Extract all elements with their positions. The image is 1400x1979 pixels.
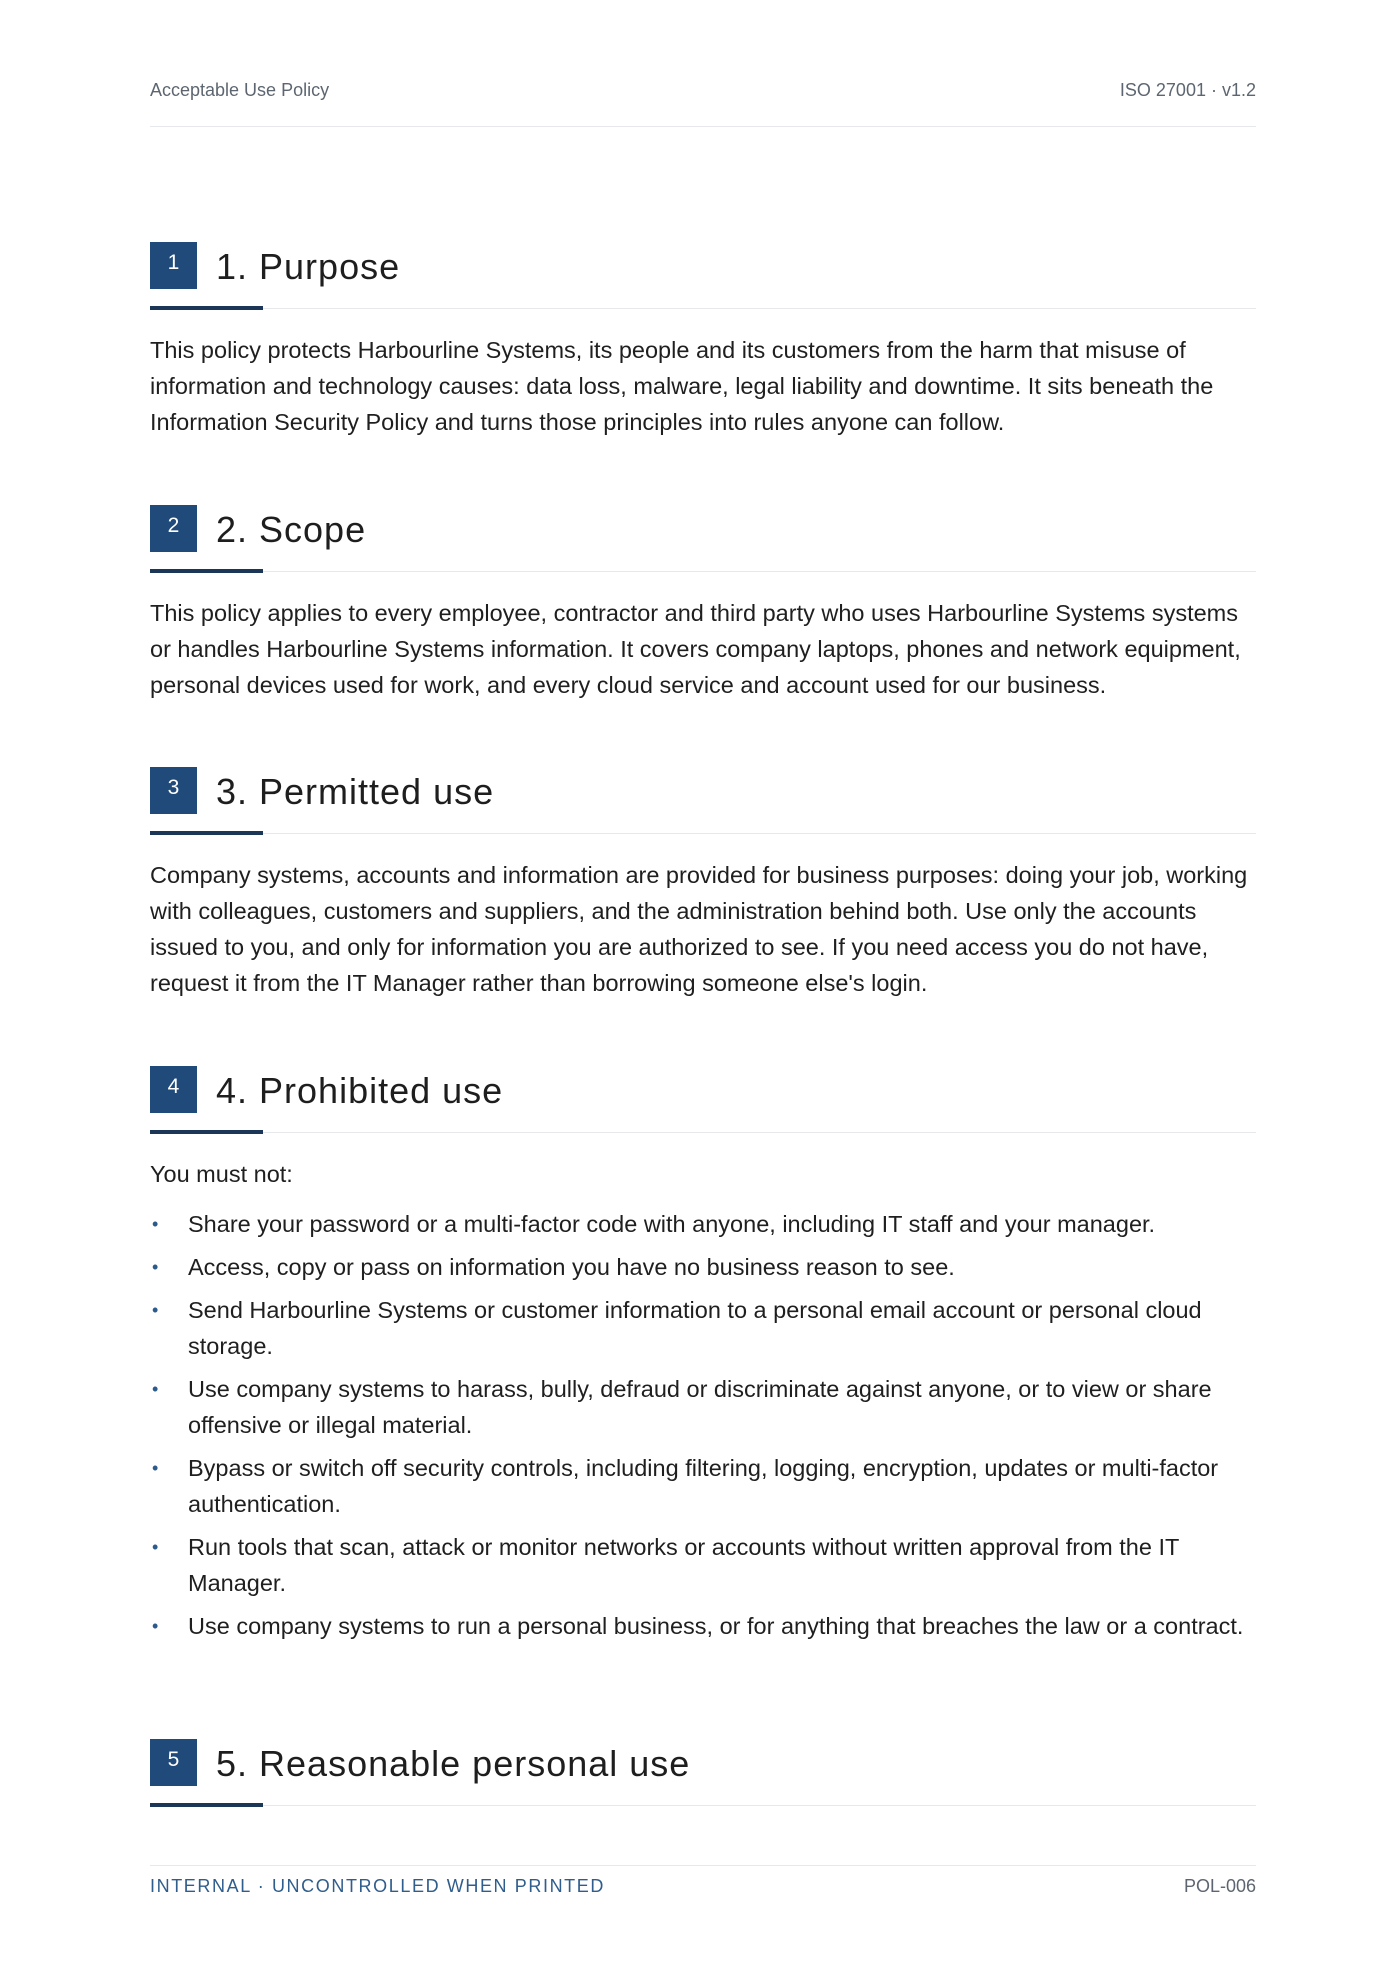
list-item-text: Share your password or a multi-factor code with anyone, including IT staff and your manager. — [188, 1211, 1156, 1237]
list-item-text: Use company systems to run a personal business, or for anything that breaches the law or a contract. — [188, 1613, 1244, 1639]
section-title: 2. Scope — [216, 509, 367, 550]
section-title: 3. Permitted use — [216, 771, 495, 812]
section-accent-rule — [150, 569, 263, 573]
section-accent-rule — [150, 306, 263, 310]
section-prohibited-use — [150, 1066, 1256, 1651]
classification-label: INTERNAL · UNCONTROLLED WHEN PRINTED — [150, 1876, 605, 1896]
bullet-icon: • — [152, 1537, 159, 1557]
section-title: 4. Prohibited use — [216, 1070, 504, 1111]
prohibited-list — [150, 1206, 1256, 1644]
section-purpose — [150, 242, 1256, 440]
list-item-text: Run tools that scan, attack or monitor networks or accounts without written approval from the IT Manager. — [188, 1534, 1179, 1596]
section-body: This policy protects Harbourline Systems, its people and its customers from the harm that misuse of information and technology causes: data loss, malware, legal liability and downtime. It sits beneath the Information Security Policy and turns those principles into rules anyone can follow. — [150, 337, 1214, 435]
section-number-badge: 3 — [150, 767, 197, 814]
section-number-badge: 1 — [150, 242, 197, 289]
section-accent-rule — [150, 1130, 263, 1134]
section-number-badge: 5 — [150, 1739, 197, 1786]
section-permitted-use — [150, 767, 1256, 1001]
list-item — [150, 1249, 1256, 1285]
section-heading — [150, 1739, 1256, 1806]
list-item — [150, 1608, 1256, 1644]
document-version: ISO 27001 · v1.2 — [1119, 80, 1256, 100]
document-page — [150, 0, 1256, 1979]
section-heading — [150, 1066, 1256, 1133]
section-reasonable-personal-use — [150, 1739, 1256, 1806]
section-number-badge: 2 — [150, 505, 197, 552]
list-item — [150, 1529, 1256, 1601]
section-number-badge: 4 — [150, 1066, 197, 1113]
section-intro: You must not: — [150, 1161, 293, 1187]
document-id: POL-006 — [1183, 1876, 1256, 1896]
list-item — [150, 1450, 1256, 1522]
section-heading — [150, 505, 1256, 572]
running-header — [150, 78, 1256, 127]
list-item-text: Access, copy or pass on information you have no business reason to see. — [188, 1254, 955, 1280]
list-item-text: Send Harbourline Systems or customer information to a personal email account or personal cloud storage. — [188, 1297, 1202, 1359]
list-item-text: Bypass or switch off security controls, including filtering, logging, encryption, updates or multi-factor authentication. — [188, 1455, 1219, 1517]
running-footer — [150, 1865, 1256, 1896]
section-title: 5. Reasonable personal use — [216, 1743, 691, 1784]
bullet-icon: • — [152, 1616, 159, 1636]
section-title: 1. Purpose — [216, 246, 401, 287]
list-item-text: Use company systems to harass, bully, defraud or discriminate against anyone, or to view or share offensive or illegal material. — [188, 1376, 1212, 1438]
list-item — [150, 1206, 1256, 1242]
section-accent-rule — [150, 831, 263, 835]
document-title: Acceptable Use Policy — [150, 80, 330, 100]
section-scope — [150, 505, 1256, 703]
bullet-icon: • — [152, 1379, 159, 1399]
section-body: This policy applies to every employee, contractor and third party who uses Harbourline Systems systems or handles Harbourline Systems information. It covers company laptops, phones and network equipment, personal devices used for work, and every cloud service and account used for our business. — [150, 600, 1241, 698]
bullet-icon: • — [152, 1257, 159, 1277]
list-item — [150, 1371, 1256, 1443]
bullet-icon: • — [152, 1300, 159, 1320]
section-body: Company systems, accounts and information are provided for business purposes: doing your job, working with colleagues, customers and suppliers, and the administration behind both. Use only the accounts issued to you, and only for information you are authorized to see. If you need access you do not have, request it from the IT Manager rather than borrowing someone else's login. — [150, 862, 1248, 996]
bullet-icon: • — [152, 1458, 159, 1478]
section-accent-rule — [150, 1803, 263, 1807]
bullet-icon: • — [152, 1214, 159, 1234]
section-heading — [150, 242, 1256, 309]
section-heading — [150, 767, 1256, 834]
list-item — [150, 1292, 1256, 1364]
